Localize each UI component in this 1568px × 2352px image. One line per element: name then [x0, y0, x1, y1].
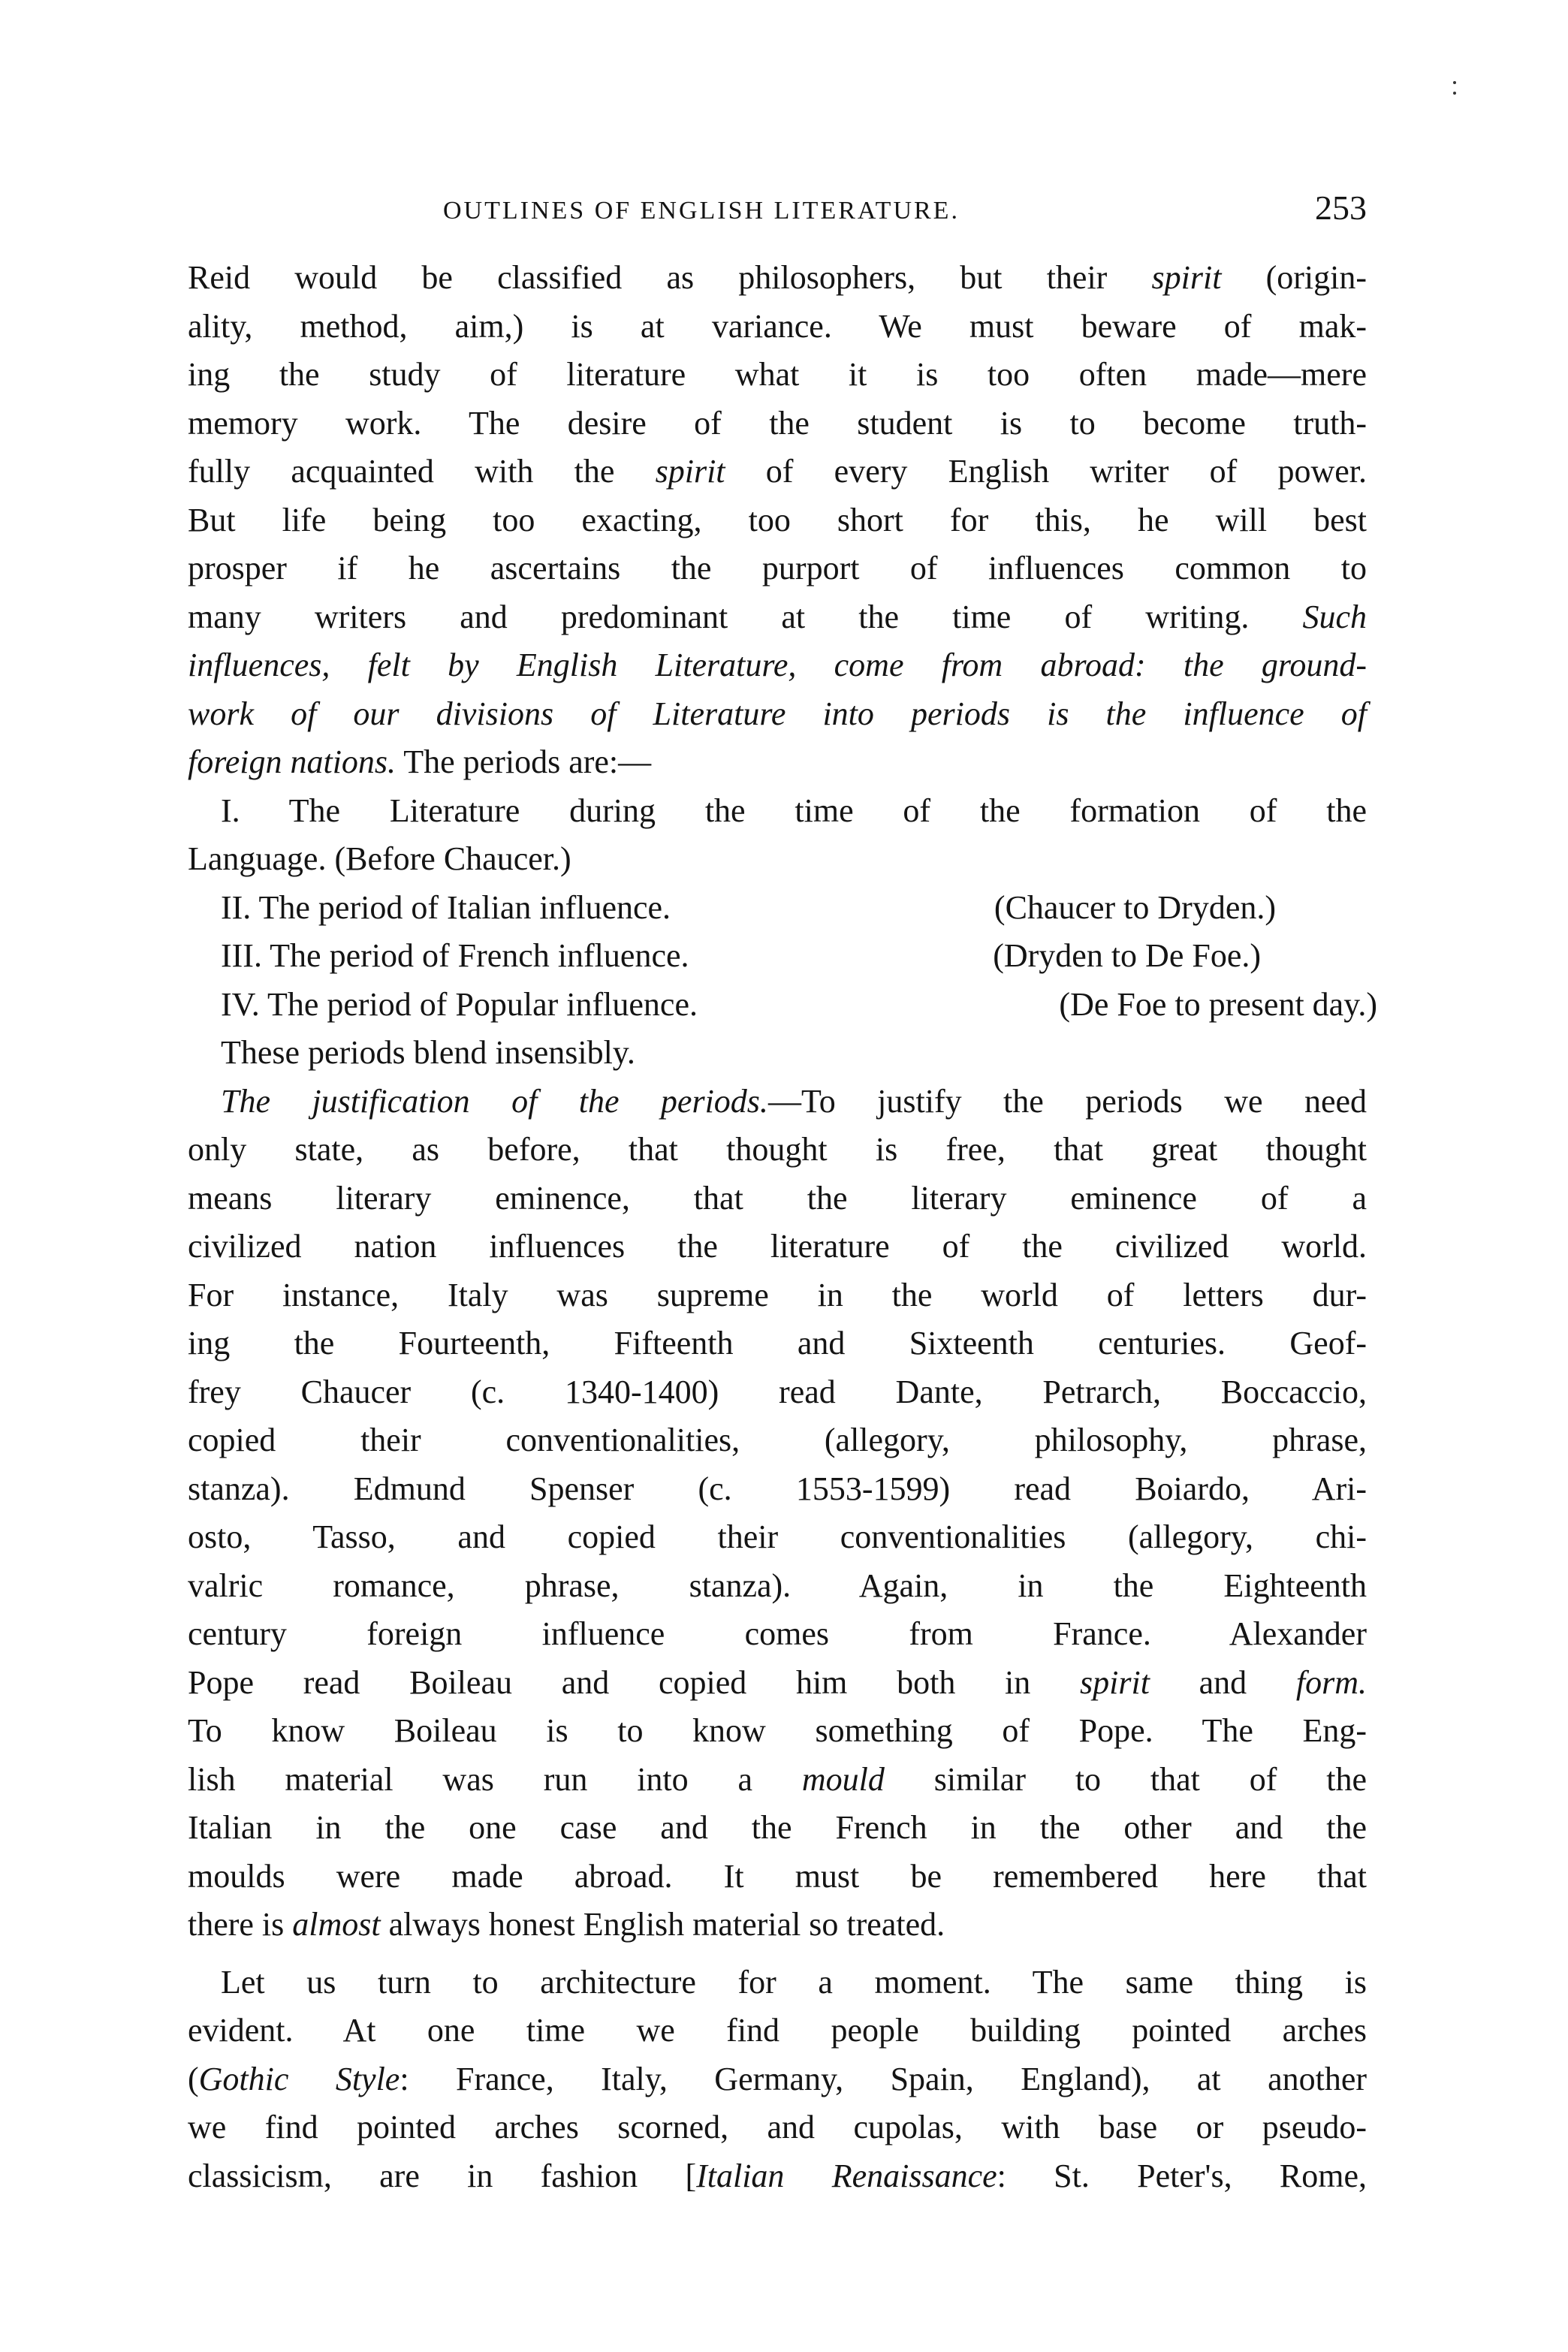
text-line: (Gothic Style: France, Italy, Germany, Spain, England), at another: [188, 2060, 1367, 2097]
text-line: many writers and predominant at the time of writing. Such: [188, 598, 1367, 635]
text-line: copied their conventionalities, (allegory, philosophy, phrase,: [188, 1422, 1367, 1458]
page-number: 253: [1315, 188, 1367, 227]
text-line: memory work. The desire of the student is to become truth-: [188, 404, 1367, 442]
text-line: civilized nation influences the literature of the civilized world.: [188, 1228, 1367, 1265]
paragraph-gap: [188, 1949, 1367, 1958]
scan-speck: [1453, 92, 1456, 95]
text-line: For instance, Italy was supreme in the world of letters dur-: [188, 1276, 1367, 1313]
text-line: frey Chaucer (c. 1340-1400) read Dante, Petrarch, Boccaccio,: [188, 1373, 1367, 1410]
text-line: fully acquainted with the spirit of every English writer of power.: [188, 453, 1367, 490]
text-line: moulds were made abroad. It must be remembered here that: [188, 1857, 1367, 1895]
scan-speck: [1453, 81, 1456, 84]
text-line: prosper if he ascertains the purport of influences common to: [188, 550, 1367, 586]
paragraph-justification: [188, 1078, 1367, 1949]
paragraph-periods-intro: [188, 254, 1367, 787]
period-item: IV. The period of Popular influence. (De Foe to present day.): [221, 985, 1377, 1023]
periods-list: [188, 787, 1377, 1078]
text-line: Italian in the one case and the French in the other and the: [188, 1809, 1367, 1846]
running-header: OUTLINES OF ENGLISH LITERATURE.: [443, 197, 960, 225]
page-body: [188, 254, 1377, 2200]
period-item-cont: Language. (Before Chaucer.): [188, 840, 571, 877]
text-line: Pope read Boileau and copied him both in spirit and form.: [188, 1663, 1367, 1701]
text-line: influences, felt by English Literature, come from abroad: the ground-: [188, 647, 1367, 683]
text-line: we find pointed arches scorned, and cupolas, with base or pseudo-: [188, 2109, 1367, 2145]
text-line: stanza). Edmund Spenser (c. 1553-1599) read Boiardo, Ari-: [188, 1470, 1367, 1507]
paragraph-architecture: [188, 1958, 1367, 2201]
text-line: The justification of the periods.—To justify the periods we need: [221, 1082, 1367, 1120]
text-line: ing the Fourteenth, Fifteenth and Sixteenth centuries. Geof-: [188, 1325, 1367, 1361]
text-line: To know Boileau is to know something of Pope. The Eng-: [188, 1712, 1367, 1749]
period-note: These periods blend insensibly.: [221, 1034, 635, 1071]
text-line: work of our divisions of Literature into periods is the influence of: [188, 695, 1367, 732]
text-line: lish material was run into a mould similar to that of the: [188, 1760, 1367, 1798]
text-line: foreign nations. The periods are:—: [188, 743, 652, 780]
text-line: ality, method, aim,) is at variance. We must beware of mak-: [188, 307, 1367, 345]
text-line: classicism, are in fashion [Italian Renaissance: St. Peter's, Rome,: [188, 2157, 1367, 2194]
period-item: II. The period of Italian influence. (Chaucer to Dryden.): [221, 888, 1276, 926]
text-line: Let us turn to architecture for a moment. The same thing is: [221, 1963, 1367, 2001]
text-line: Reid would be classified as philosophers, but their spirit (origin-: [188, 259, 1367, 296]
period-item: III. The period of French influence. (Dryden to De Foe.): [221, 937, 1261, 974]
text-line: century foreign influence comes from France. Alexander: [188, 1615, 1367, 1652]
text-line: only state, as before, that thought is free, that great thought: [188, 1131, 1367, 1168]
text-line: osto, Tasso, and copied their conventionalities (allegory, chi-: [188, 1518, 1367, 1555]
text-line: valric romance, phrase, stanza). Again, in the Eighteenth: [188, 1566, 1367, 1604]
text-line: But life being too exacting, too short for this, he will best: [188, 501, 1367, 538]
text-line: there is almost always honest English material so treated.: [188, 1906, 945, 1943]
period-item: I. The Literature during the time of the formation of the: [221, 792, 1367, 829]
text-line: ing the study of literature what it is too often made—mere: [188, 356, 1367, 393]
text-line: evident. At one time we find people building pointed arches: [188, 2012, 1367, 2049]
text-line: means literary eminence, that the literary eminence of a: [188, 1179, 1367, 1217]
